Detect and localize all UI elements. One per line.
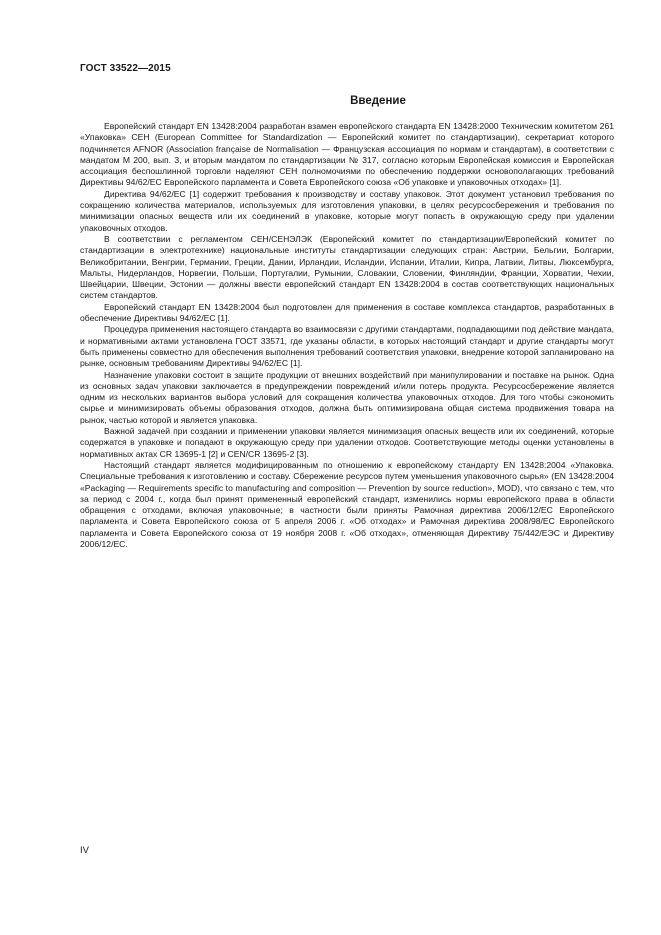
paragraph: Важной задачей при создании и применении упаковки является минимизация опасных веществ или их соединений, которые содержатся в упаковке и попадают в окружающую среду при удалении отходов. Соответствующие методы оценки установлены в нормативных актах CR 13695-1 [2] и CEN/CR 13695-2 [3].	[80, 426, 614, 459]
paragraph: Европейский стандарт EN 13428:2004 разработан взамен европейского стандарта EN 13428:2000 Техническим комитетом 261 «Упаковка» CEH (European Committee for Standardization — Европейский комитет по стандартизации), секретариат которого подчиняется AFNOR (Association française de Normalisation — Французская ассоциация по нормам и стандартам), в соответствии с мандатом M 200, вып. 3, и вторым мандатом по стандартизации № 317, согласно которым Европейская комиссия и Европейская ассоциация беспошлинной торговли наделяют CEH полномочиями по обеспечению поддержки основополагающих требований Директивы 94/62/ЕС Европейского парламента и Совета Европейского союза «Об упаковке и упаковочных отходах» [1].	[80, 121, 614, 188]
paragraph: Настоящий стандарт является модифицированным по отношению к европейскому стандарту EN 13428:2004 «Упаковка. Специальные требования к изготовлению и составу. Сбережение ресурсов путем уменьшения упаковочного сырья» (EN 13428:2004 «Packaging — Requirements specific to manufacturing and composition — Prevention by source reduction», MOD), что связано с тем, что за период с 2004 г., когда был принят примененный европейский стандарт, изменились нормы европейского права в области обращения с отходами, включая упаковочные; в частности были приняты Рамочная директива 2006/12/ЕС Европейского парламента и Совета Европейского союза от 5 апреля 2006 г. «Об отходах» и Рамочная директива 2008/98/ЕС Европейского парламента и Совета Европейского союза от 19 ноября 2008 г. «Об отходах», отменяющая Директиву 75/442/ЕЭС и Директиву 2006/12/ЕС.	[80, 459, 614, 549]
paragraph: Назначение упаковки состоит в защите продукции от внешних воздействий при манипулировании и поставке на рынок. Одна из основных задач упаковки заключается в предупреждении повреждений и/или потерь продукта. Ресурсосбережение является одним из нескольких вариантов выбора условий для сокращения количества упаковочных отходов. Для того чтобы сэкономить сырье и минимизировать объемы образования отходов, должна быть оптимизирована общая система продвижения товара на рынок, частью которой и является упаковка.	[80, 369, 614, 425]
paragraph: В соответствии с регламентом CEH/СЕНЭЛЭК (Европейский комитет по стандартизации/Европейский комитет по стандартизации в электротехнике) национальные институты стандартизации следующих стран: Австрии, Бельгии, Болгарии, Великобритании, Венгрии, Германии, Греции, Дании, Ирландии, Исландии, Испании, Италии, Кипра, Латвии, Литвы, Люксембурга, Мальты, Нидерландов, Норвегии, Польши, Португалии, Румынии, Словакии, Словении, Финляндии, Франции, Хорватии, Чехии, Швейцарии, Швеции, Эстонии — должны ввести европейский стандарт EN 13428:2004 в состав соответствующих национальных систем стандартов.	[80, 233, 614, 301]
section-title	[0, 95, 661, 107]
paragraph: Европейский стандарт EN 13428:2004 был подготовлен для применения в составе комплекса стандартов, разработанных в обеспечение Директивы 94/62/ЕС [1].	[80, 301, 614, 324]
page-number: IV	[80, 845, 89, 856]
paragraph: Процедура применения настоящего стандарта во взаимосвязи с другими стандартами, подпадающими под действие мандата, и нормативными актами установлена ГОСТ 33571, где указаны области, в которых настоящий стандарт и другие стандарты могут быть применены совместно для обеспечения выполнения требований соответствия упаковки, внедрение которой запланировано на рынке, основным требованиям Директивы 94/62/ЕС [1].	[80, 324, 614, 369]
document-header: ГОСТ 33522—2015	[80, 63, 171, 74]
paragraph: Директива 94/62/ЕС [1] содержит требования к производству и составу упаковок. Этот документ установил требования по сокращению количества материалов, используемых для изготовления упаковки, в целях ресурсосбережения и требования по минимизации опасных веществ или их соединений в упаковке, которые могут попасть в окружающую среду при удалении упаковочных отходов.	[80, 188, 614, 233]
document-body	[80, 121, 614, 550]
section-title-text: Введение	[350, 95, 406, 107]
